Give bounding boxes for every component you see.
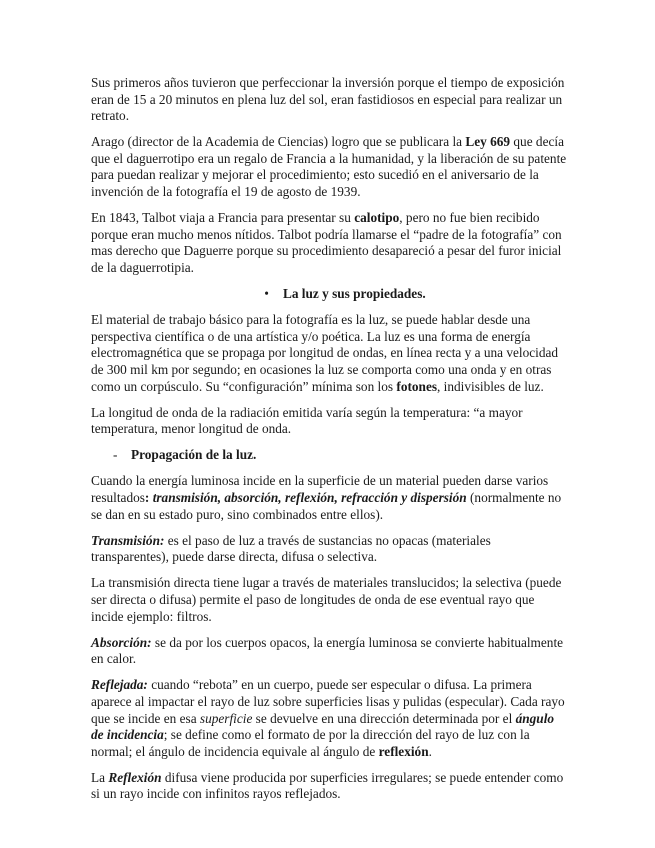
text-run: (normalmente no se dan en su estado puro, sino combinados entre ellos). xyxy=(91,489,562,522)
text-run: La xyxy=(91,769,109,785)
paragraph-exposure: Sus primeros años tuvieron que perfeccionar la inversión porque el tiempo de exposición eran de 15 a 20 minutos en plena luz del sol, eran fastidiosos en especial para realizar un retrato. xyxy=(91,75,565,124)
document-body xyxy=(91,75,569,812)
text-run: Arago (director de la Academia de Ciencias) logro que se publicara la xyxy=(91,134,466,150)
paragraph-reflejada xyxy=(91,677,569,760)
paragraph-energia-luminosa xyxy=(91,473,569,523)
text-run: En 1843, Talbot viaja a Francia para presentar su xyxy=(91,210,355,226)
term-absorcion: Absorción: xyxy=(91,634,152,650)
text-run: que decía que el daguerrotipo era un regalo de Francia a la humanidad, y la liberación de su patente para puedan realizar y mejorar el procedimiento; esto sucedió en el aniversario de la invención de la fotografía el 19 de agosto de 1939. xyxy=(91,134,567,200)
bold-term-reflexion: reflexión xyxy=(378,743,429,759)
text-run: se da por los cuerpos opacos, la energía luminosa se convierte habitualmente en calor. xyxy=(91,634,564,667)
paragraph-talbot xyxy=(91,210,569,276)
text-run: difusa viene producida por superficies irregulares; se puede entender como si un rayo incide con infinitos rayos reflejados. xyxy=(91,769,564,802)
paragraph-luz-material xyxy=(91,312,569,395)
paragraph-longitud-onda: La longitud de onda de la radiación emitida varía según la temperatura: “a mayor temperatura, menor longitud de onda. xyxy=(91,404,523,437)
italic-term-superficie: superficie xyxy=(199,710,253,726)
bold-term-ley: Ley 669 xyxy=(465,134,511,150)
term-angulo-incidencia: ángulo de incidencia xyxy=(91,710,555,743)
paragraph-transmision-directa: La transmisión directa tiene lugar a través de materiales translucidos; la selectiva (puede ser directa o difusa) permite el paso de longitudes de onda de ese eventual rayo que incide ejemplo: filtros. xyxy=(91,575,562,624)
paragraph-arago xyxy=(91,134,569,200)
text-run: cuando “rebota” en un cuerpo, puede ser especular o difusa. La primera aparece al impactar el rayo de luz sobre superficies lisas y pulidas (especular). Cada rayo que se incide en esa xyxy=(91,677,565,726)
paragraph-reflexion-difusa xyxy=(91,770,569,803)
text-run: , indivisibles de luz. xyxy=(437,378,544,394)
section-heading-luz xyxy=(91,286,569,303)
term-transmision: Transmisión: xyxy=(91,532,165,548)
text-run: El material de trabajo básico para la fotografía es la luz, se puede hablar desde una perspectiva científica o de una artística y/o poética. La luz es una forma de energía electromagnética que se propaga por longitud de ondas, en línea recta y a una velocidad de 300 mil km por segundo; en ocasiones la luz se comporta como una onda y en otras como un corpúsculo. Su “configuración” mínima son los xyxy=(91,312,559,394)
bullet-icon: • xyxy=(264,286,269,302)
paragraph-transmision xyxy=(91,533,569,566)
text-run: , pero no fue bien recibido porque eran mucho menos nítidos. Talbot podría llamarse el “padre de la fotografía” con mas derecho que Daguerre porque su procedimiento desapareció a pesar del furor inicial de la daguerrotipia. xyxy=(91,210,562,275)
text-run: Cuando la energía luminosa incide en la superficie de un material pueden darse varios resultados xyxy=(91,473,549,505)
dash-marker: - xyxy=(113,447,118,463)
text-run: ; se define como el formato de por la dirección del rayo de luz con la normal; el ángulo de incidencia equivale al ángulo de xyxy=(91,727,530,759)
term-reflexion: Reflexión xyxy=(108,769,162,785)
paragraph-absorcion xyxy=(91,635,569,668)
subsection-heading-text: Propagación de la luz. xyxy=(131,447,257,463)
text-run: : xyxy=(144,489,153,505)
bold-term-fotones: fotones xyxy=(396,378,438,394)
term-reflejada: Reflejada: xyxy=(91,677,148,693)
subsection-heading-propagacion xyxy=(91,447,569,464)
text-run: se devuelve en una dirección determinada por el xyxy=(252,710,516,726)
text-run: es el paso de luz a través de sustancias no opacas (materiales transparentes), puede darse directa, difusa o selectiva. xyxy=(91,532,491,565)
bold-italic-terms: transmisión, absorción, reflexión, refracción y dispersión xyxy=(152,489,467,505)
text-run: . xyxy=(428,743,432,759)
section-heading-text: La luz y sus propiedades. xyxy=(282,286,426,302)
bold-term-calotipo: calotipo xyxy=(354,210,400,226)
